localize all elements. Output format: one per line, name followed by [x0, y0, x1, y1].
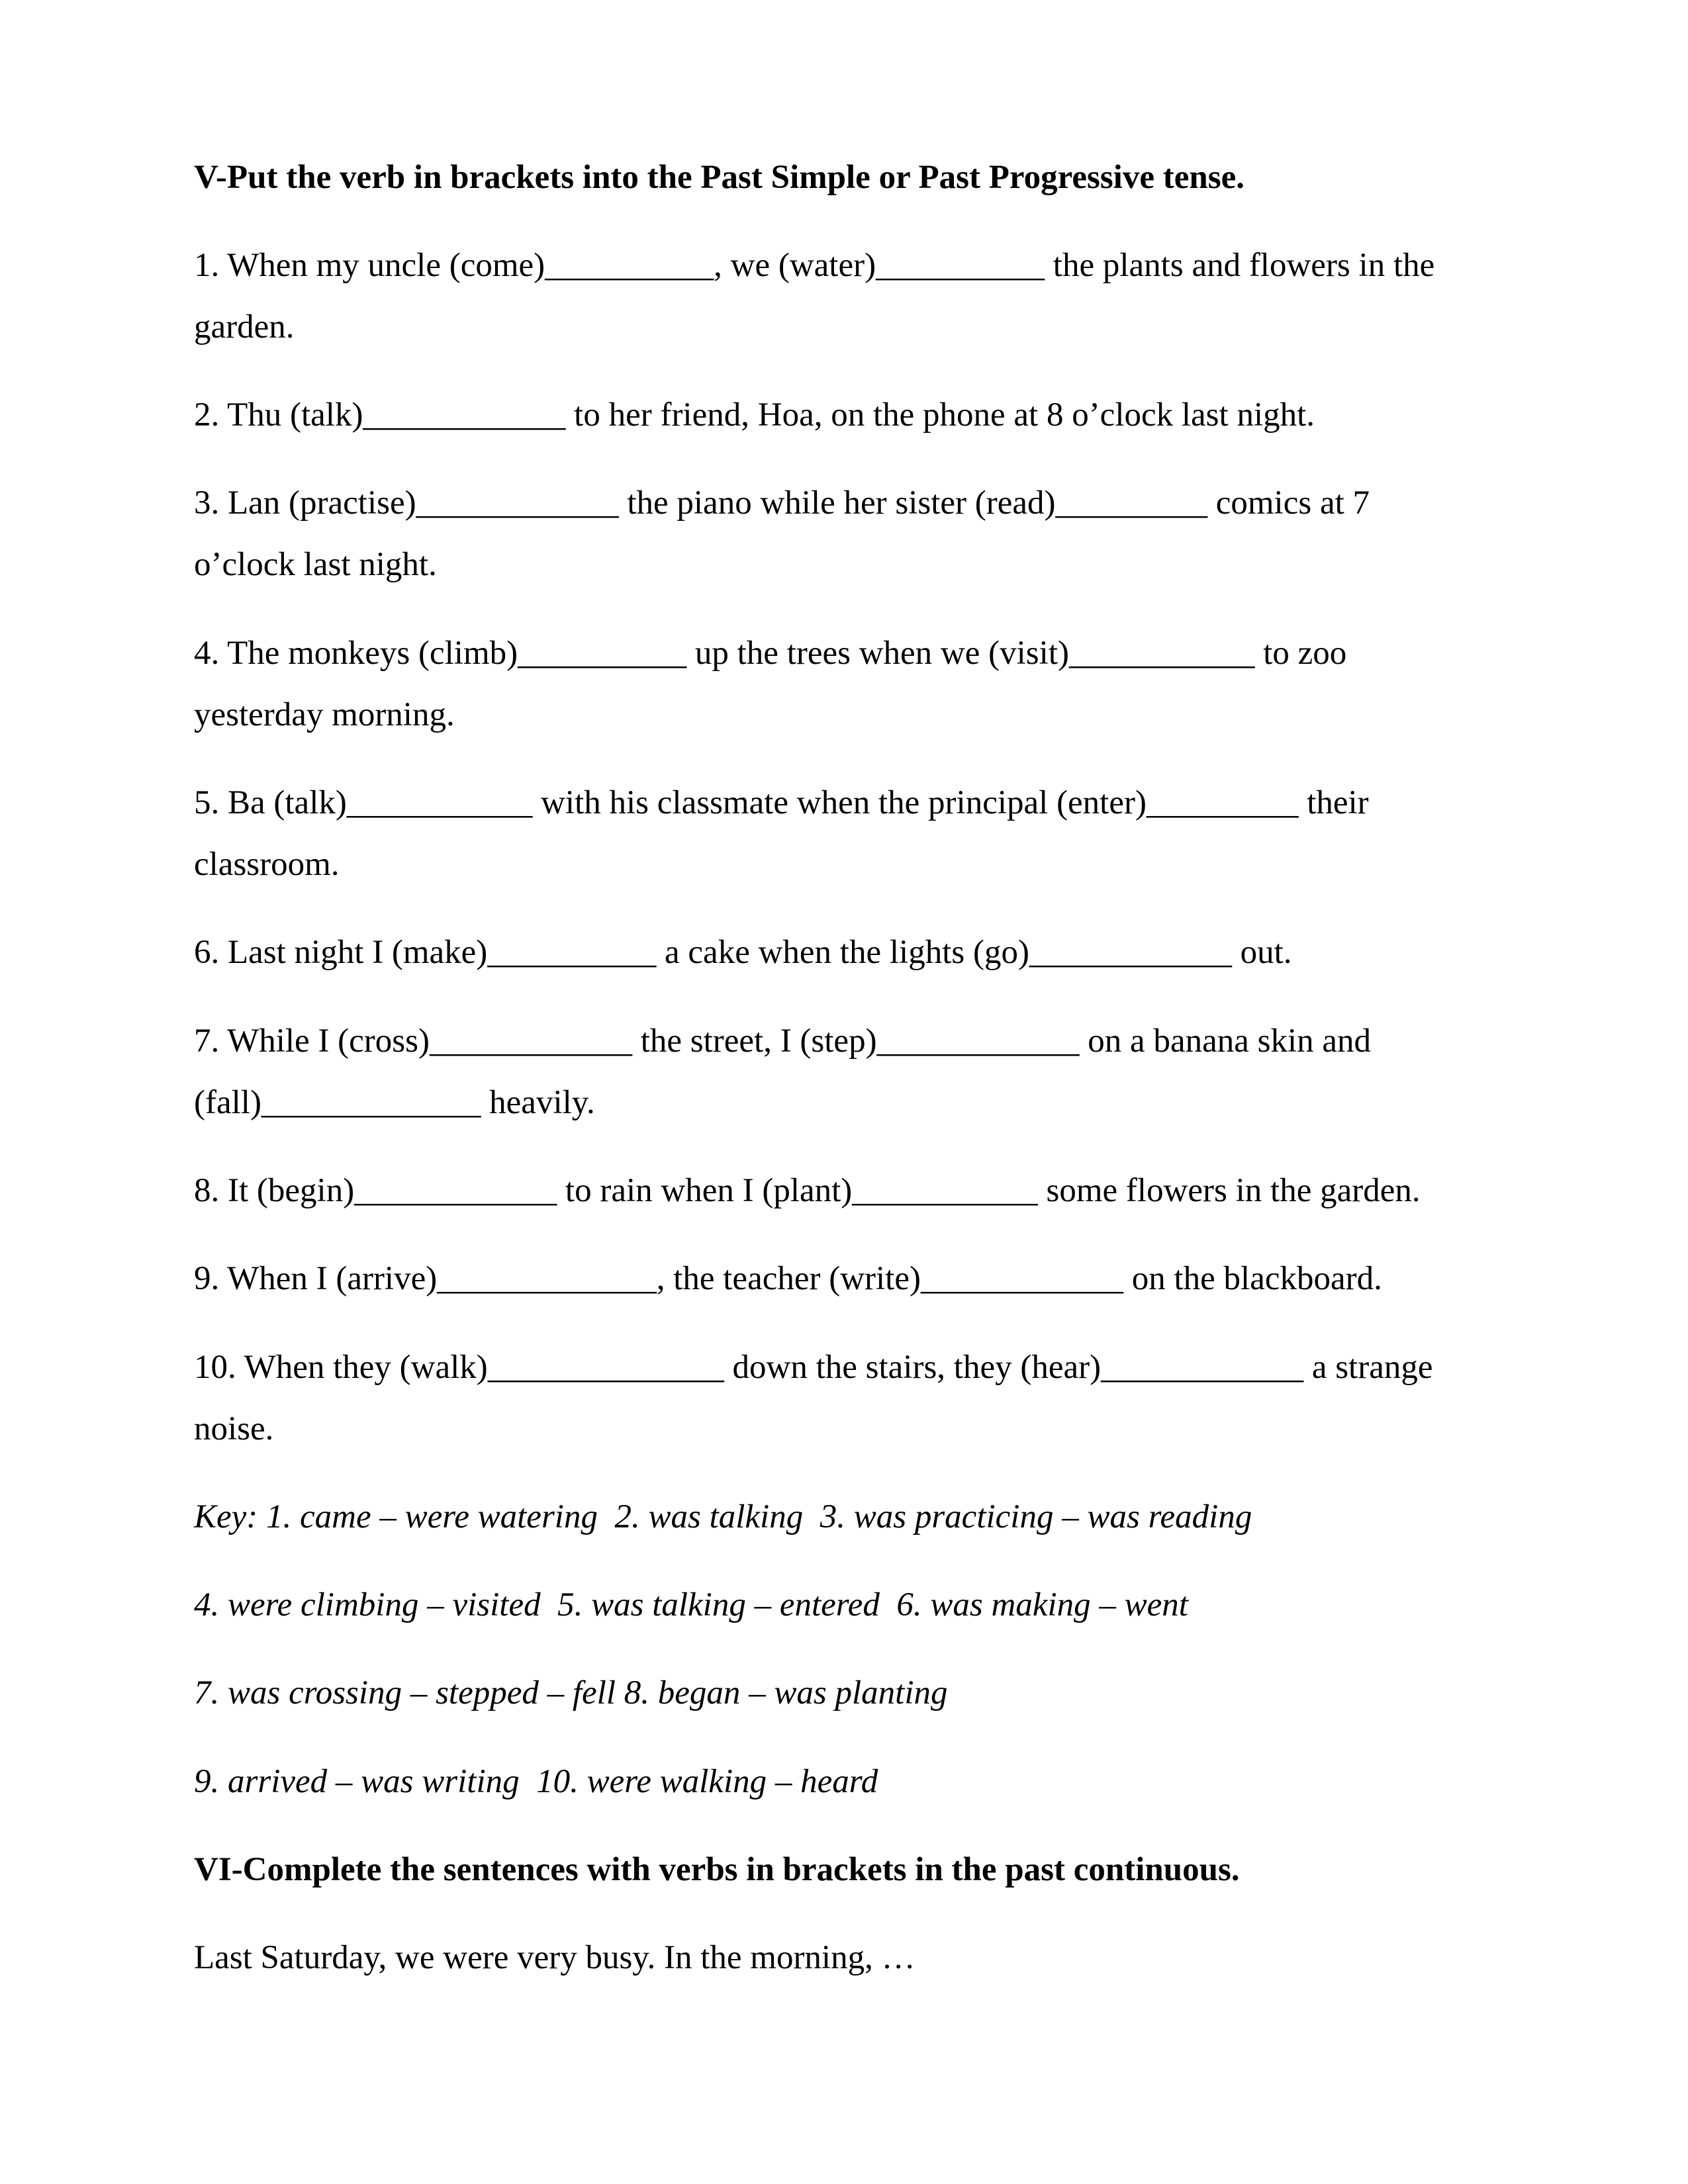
- answer-key-line-3: 7. was crossing – stepped – fell 8. began – was planting: [194, 1674, 948, 1711]
- exercise-5-line-2: classroom.: [194, 846, 340, 883]
- exercise-5-line-1: 5. Ba (talk)___________ with his classmate when the principal (enter)_________ their: [194, 784, 1369, 821]
- exercise-10-line-2: noise.: [194, 1410, 274, 1447]
- exercise-7-line-1: 7. While I (cross)____________ the street, I (step)____________ on a banana skin and: [194, 1023, 1372, 1060]
- answer-key-line-2: 4. were climbing – visited 5. was talking – entered 6. was making – went: [194, 1586, 1188, 1623]
- answer-key-line-1: Key: 1. came – were watering 2. was talking 3. was practicing – was reading: [194, 1498, 1252, 1535]
- exercise-1-line-2: garden.: [194, 308, 295, 345]
- section-v-heading: V-Put the verb in brackets into the Past Simple or Past Progressive tense.: [194, 159, 1244, 196]
- answer-key-line-4: 9. arrived – was writing 10. were walking – heard: [194, 1763, 878, 1800]
- exercise-8-line-1: 8. It (begin)____________ to rain when I (plant)___________ some flowers in the garden.: [194, 1172, 1421, 1209]
- exercise-10-line-1: 10. When they (walk)______________ down the stairs, they (hear)____________ a strange: [194, 1349, 1433, 1386]
- exercise-1-line-1: 1. When my uncle (come)__________, we (water)__________ the plants and flowers in the: [194, 247, 1435, 284]
- exercise-2-line-1: 2. Thu (talk)____________ to her friend, Hoa, on the phone at 8 o’clock last night.: [194, 396, 1315, 433]
- exercise-9-line-1: 9. When I (arrive)_____________, the teacher (write)____________ on the blackboard.: [194, 1260, 1382, 1297]
- section-vi-intro: Last Saturday, we were very busy. In the morning, …: [194, 1939, 915, 1976]
- section-vi-heading: VI-Complete the sentences with verbs in brackets in the past continuous.: [194, 1851, 1240, 1888]
- exercise-3-line-2: o’clock last night.: [194, 546, 437, 583]
- exercise-6-line-1: 6. Last night I (make)__________ a cake when the lights (go)____________ out.: [194, 934, 1292, 971]
- exercise-4-line-2: yesterday morning.: [194, 696, 455, 733]
- exercise-3-line-1: 3. Lan (practise)____________ the piano while her sister (read)_________ comics at 7: [194, 484, 1370, 522]
- exercise-4-line-1: 4. The monkeys (climb)__________ up the trees when we (visit)___________ to zoo: [194, 635, 1347, 672]
- exercise-7-line-2: (fall)_____________ heavily.: [194, 1084, 595, 1121]
